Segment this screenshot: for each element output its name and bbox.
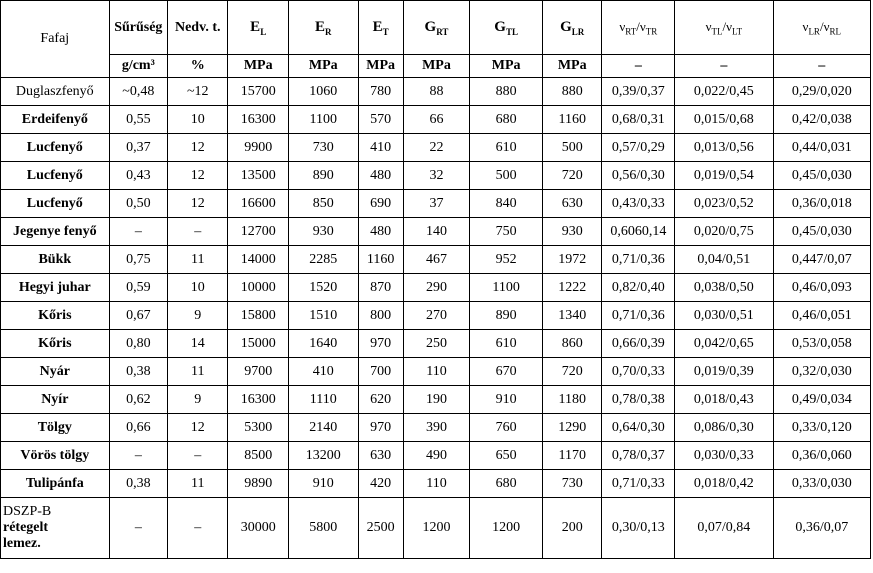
cell-nu3: 0,45/0,030 [773,162,870,190]
table-row [1,330,871,358]
symbol-E: E [250,18,261,35]
cell-GLR: 1170 [543,442,602,470]
cell-nu1: 0,64/0,30 [602,414,675,442]
cell-GRT: 250 [403,330,470,358]
cell-GRT: 88 [403,78,470,106]
cell-ET: 780 [358,78,403,106]
cell-moisture: 9 [168,302,228,330]
cell-EL: 16300 [228,386,288,414]
cell-GTL: 610 [470,330,543,358]
unit-nu2: – [675,55,773,78]
cell-ER: 1510 [288,302,358,330]
cell-EL: 10000 [228,274,288,302]
table-row-plywood [1,498,871,559]
unit-nu3: – [773,55,870,78]
cell-EL: 15700 [228,78,288,106]
cell-GLR: 930 [543,218,602,246]
cell-GRT: 390 [403,414,470,442]
cell-density: 0,66 [109,414,167,442]
cell-GTL: 760 [470,414,543,442]
cell-nu1: 0,68/0,31 [602,106,675,134]
cell-ER: 1520 [288,274,358,302]
header-ER [288,1,358,55]
header-GRT [403,1,470,55]
species-name: Jegenye fenyő [1,218,110,246]
cell-nu2: 0,07/0,84 [675,498,773,559]
cell-nu2: 0,04/0,51 [675,246,773,274]
header-moisture: Nedv. t. [168,1,228,55]
name-line: lemez. [3,536,41,551]
cell-GRT: 110 [403,470,470,498]
cell-nu1: 0,66/0,39 [602,330,675,358]
cell-GRT: 290 [403,274,470,302]
cell-nu1: 0,82/0,40 [602,274,675,302]
symbol-G: G [424,18,437,35]
cell-density: – [109,218,167,246]
cell-nu2: 0,030/0,33 [675,442,773,470]
cell-GRT: 467 [403,246,470,274]
cell-nu2: 0,038/0,50 [675,274,773,302]
cell-ER: 13200 [288,442,358,470]
table-row [1,386,871,414]
species-name: Lucfenyő [1,162,110,190]
cell-GRT: 270 [403,302,470,330]
cell-ER: 1100 [288,106,358,134]
species-name: Tölgy [1,414,110,442]
cell-GLR: 860 [543,330,602,358]
cell-ER: 1060 [288,78,358,106]
cell-EL: 9900 [228,134,288,162]
cell-nu3: 0,36/0,060 [773,442,870,470]
cell-moisture: – [168,498,228,559]
cell-ET: 870 [358,274,403,302]
cell-GLR: 1160 [543,106,602,134]
cell-GRT: 490 [403,442,470,470]
cell-density: 0,43 [109,162,167,190]
cell-GLR: 500 [543,134,602,162]
cell-ER: 890 [288,162,358,190]
species-name: Duglaszfenyő [1,78,110,106]
unit-density: g/cm³ [109,55,167,78]
cell-ER: 730 [288,134,358,162]
cell-ER: 2285 [288,246,358,274]
cell-density: 0,59 [109,274,167,302]
cell-GTL: 1100 [470,274,543,302]
cell-GLR: 720 [543,358,602,386]
cell-moisture: 10 [168,106,228,134]
cell-nu1: 0,71/0,36 [602,302,675,330]
cell-ET: 570 [358,106,403,134]
cell-ET: 970 [358,414,403,442]
subscript: RT [436,26,449,37]
subscript: T [382,26,389,37]
cell-GLR: 730 [543,470,602,498]
table-row [1,274,871,302]
cell-nu1: 0,78/0,37 [602,442,675,470]
cell-ET: 700 [358,358,403,386]
header-EL [228,1,288,55]
unit-GTL: MPa [470,55,543,78]
cell-EL: 15800 [228,302,288,330]
cell-GTL: 610 [470,134,543,162]
units-row [1,55,871,78]
name-line: DSZP-B [3,504,52,519]
cell-ET: 2500 [358,498,403,559]
cell-moisture: – [168,442,228,470]
cell-EL: 16300 [228,106,288,134]
unit-ER: MPa [288,55,358,78]
table-row [1,414,871,442]
cell-nu3: 0,32/0,030 [773,358,870,386]
cell-density: 0,62 [109,386,167,414]
cell-ER: 410 [288,358,358,386]
cell-density: 0,38 [109,358,167,386]
cell-density: 0,50 [109,190,167,218]
cell-ET: 620 [358,386,403,414]
cell-nu2: 0,013/0,56 [675,134,773,162]
cell-EL: 9700 [228,358,288,386]
cell-ET: 420 [358,470,403,498]
cell-GRT: 1200 [403,498,470,559]
species-name: Nyír [1,386,110,414]
cell-density: – [109,498,167,559]
cell-moisture: 10 [168,274,228,302]
cell-GTL: 1200 [470,498,543,559]
cell-moisture: 12 [168,134,228,162]
cell-GTL: 910 [470,386,543,414]
cell-nu2: 0,042/0,65 [675,330,773,358]
table-row [1,302,871,330]
cell-GTL: 952 [470,246,543,274]
cell-nu1: 0,30/0,13 [602,498,675,559]
cell-nu2: 0,022/0,45 [675,78,773,106]
unit-moisture: % [168,55,228,78]
species-name [1,498,110,559]
cell-nu3: 0,46/0,093 [773,274,870,302]
species-name: Vörös tölgy [1,442,110,470]
cell-ER: 1640 [288,330,358,358]
cell-GRT: 190 [403,386,470,414]
cell-GTL: 500 [470,162,543,190]
cell-GTL: 890 [470,302,543,330]
cell-nu1: 0,78/0,38 [602,386,675,414]
cell-nu3: 0,42/0,038 [773,106,870,134]
cell-EL: 12700 [228,218,288,246]
species-name: Kőris [1,302,110,330]
cell-EL: 8500 [228,442,288,470]
table-row [1,162,871,190]
cell-ET: 800 [358,302,403,330]
table-row [1,470,871,498]
species-name: Tulipánfa [1,470,110,498]
cell-nu1: 0,71/0,33 [602,470,675,498]
cell-moisture: – [168,218,228,246]
cell-ER: 5800 [288,498,358,559]
cell-nu1: 0,39/0,37 [602,78,675,106]
symbol-E: E [315,18,326,35]
cell-nu2: 0,020/0,75 [675,218,773,246]
symbol-G: G [494,18,506,35]
cell-nu2: 0,023/0,52 [675,190,773,218]
cell-GRT: 22 [403,134,470,162]
cell-ET: 410 [358,134,403,162]
cell-nu2: 0,086/0,30 [675,414,773,442]
cell-GRT: 32 [403,162,470,190]
cell-nu2: 0,015/0,68 [675,106,773,134]
header-nu-tl-lt: $\nu_{TL}/\nu_{LT}$ [675,1,773,55]
species-name: Lucfenyő [1,134,110,162]
cell-ET: 480 [358,162,403,190]
cell-nu3: 0,36/0,018 [773,190,870,218]
cell-GLR: 1222 [543,274,602,302]
header-density: Sűrűség [109,1,167,55]
table-row [1,190,871,218]
symbol-G: G [560,18,572,35]
cell-ET: 480 [358,218,403,246]
cell-GLR: 880 [543,78,602,106]
cell-GLR: 1290 [543,414,602,442]
cell-nu1: 0,57/0,29 [602,134,675,162]
header-ET [358,1,403,55]
cell-nu1: 0,56/0,30 [602,162,675,190]
subscript: LR [571,26,585,37]
unit-nu1: – [602,55,675,78]
cell-nu3: 0,53/0,058 [773,330,870,358]
cell-GTL: 670 [470,358,543,386]
header-nu-lr-rl: $\nu_{LR}/\nu_{RL}$ [773,1,870,55]
header-GLR [543,1,602,55]
cell-density: 0,80 [109,330,167,358]
cell-EL: 13500 [228,162,288,190]
species-name: Bükk [1,246,110,274]
cell-EL: 30000 [228,498,288,559]
species-name: Lucfenyő [1,190,110,218]
cell-density: ~0,48 [109,78,167,106]
cell-ER: 1110 [288,386,358,414]
unit-GLR: MPa [543,55,602,78]
header-row [1,1,871,55]
subscript: L [260,26,267,37]
cell-ET: 970 [358,330,403,358]
table-row [1,358,871,386]
cell-moisture: 11 [168,358,228,386]
cell-GLR: 1340 [543,302,602,330]
cell-GRT: 37 [403,190,470,218]
name-line: rétegelt [3,520,49,535]
cell-GTL: 680 [470,470,543,498]
cell-GLR: 200 [543,498,602,559]
cell-density: 0,38 [109,470,167,498]
cell-ER: 930 [288,218,358,246]
cell-GRT: 110 [403,358,470,386]
table-row [1,134,871,162]
species-name: Kőris [1,330,110,358]
table-row [1,246,871,274]
cell-ER: 910 [288,470,358,498]
cell-GLR: 720 [543,162,602,190]
cell-EL: 5300 [228,414,288,442]
header-fafaj: Fafaj [1,1,110,78]
table-row [1,218,871,246]
cell-GLR: 1972 [543,246,602,274]
cell-moisture: 9 [168,386,228,414]
cell-nu3: 0,45/0,030 [773,218,870,246]
cell-GTL: 880 [470,78,543,106]
cell-density: 0,67 [109,302,167,330]
table-row [1,78,871,106]
subscript: TL [505,26,518,37]
cell-nu1: 0,71/0,36 [602,246,675,274]
cell-EL: 16600 [228,190,288,218]
cell-density: 0,55 [109,106,167,134]
cell-nu3: 0,33/0,030 [773,470,870,498]
cell-EL: 9890 [228,470,288,498]
cell-EL: 15000 [228,330,288,358]
species-name: Erdeifenyő [1,106,110,134]
cell-GRT: 66 [403,106,470,134]
cell-nu3: 0,46/0,051 [773,302,870,330]
cell-GLR: 1180 [543,386,602,414]
unit-GRT: MPa [403,55,470,78]
cell-GTL: 750 [470,218,543,246]
cell-nu1: 0,6060,14 [602,218,675,246]
species-name: Hegyi juhar [1,274,110,302]
cell-nu3: 0,49/0,034 [773,386,870,414]
cell-ET: 690 [358,190,403,218]
unit-EL: MPa [228,55,288,78]
header-nu-rt-tr: $\nu_{RT}/\nu_{TR}$ [602,1,675,55]
unit-ET: MPa [358,55,403,78]
cell-ER: 2140 [288,414,358,442]
cell-moisture: 12 [168,414,228,442]
cell-nu2: 0,018/0,43 [675,386,773,414]
cell-moisture: ~12 [168,78,228,106]
cell-moisture: 14 [168,330,228,358]
cell-GLR: 630 [543,190,602,218]
cell-GRT: 140 [403,218,470,246]
cell-nu1: 0,43/0,33 [602,190,675,218]
cell-density: 0,37 [109,134,167,162]
cell-moisture: 11 [168,246,228,274]
cell-GTL: 840 [470,190,543,218]
cell-nu3: 0,44/0,031 [773,134,870,162]
table-row [1,106,871,134]
cell-GTL: 680 [470,106,543,134]
cell-nu2: 0,019/0,54 [675,162,773,190]
cell-nu3: 0,447/0,07 [773,246,870,274]
species-name: Nyár [1,358,110,386]
cell-nu2: 0,018/0,42 [675,470,773,498]
cell-nu1: 0,70/0,33 [602,358,675,386]
cell-moisture: 12 [168,162,228,190]
subscript: R [325,26,332,37]
table-row [1,442,871,470]
cell-ET: 1160 [358,246,403,274]
cell-nu3: 0,29/0,020 [773,78,870,106]
cell-EL: 14000 [228,246,288,274]
cell-ET: 630 [358,442,403,470]
cell-nu2: 0,030/0,51 [675,302,773,330]
header-GTL [470,1,543,55]
cell-nu3: 0,33/0,120 [773,414,870,442]
cell-nu2: 0,019/0,39 [675,358,773,386]
cell-GTL: 650 [470,442,543,470]
cell-moisture: 11 [168,470,228,498]
cell-ER: 850 [288,190,358,218]
cell-density: 0,75 [109,246,167,274]
symbol-E: E [372,18,383,35]
cell-nu3: 0,36/0,07 [773,498,870,559]
cell-moisture: 12 [168,190,228,218]
cell-density: – [109,442,167,470]
